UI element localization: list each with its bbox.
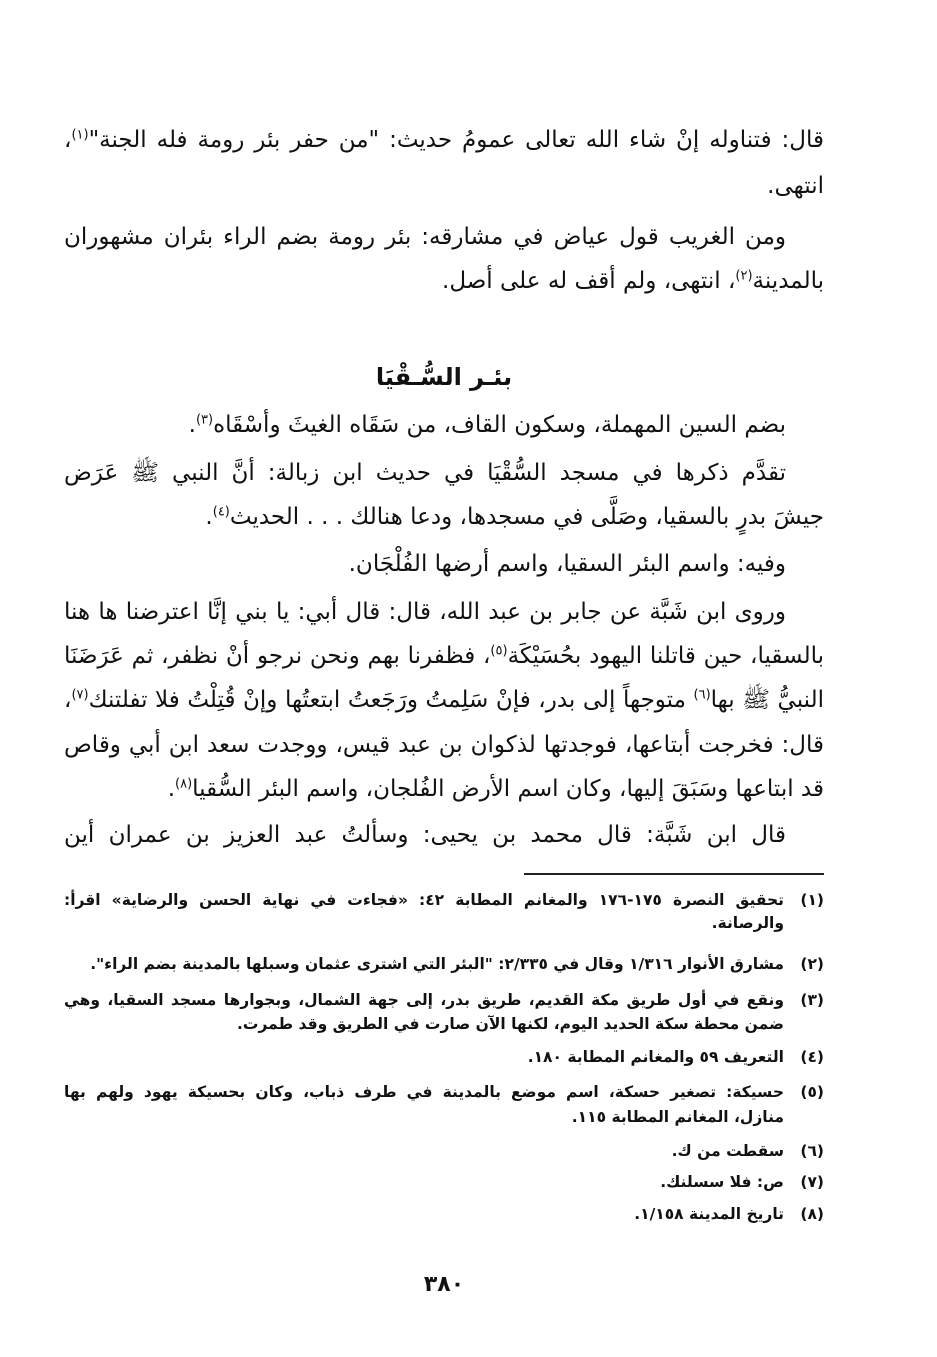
- footnote-4-line-1: [64, 1046, 824, 1068]
- document-page: [64, 0, 824, 1357]
- footnote-1-line-2: والرصانة.: [711, 914, 784, 932]
- paragraph-4-line-1: تقدَّم ذكرها في مسجد السُّقْيَا في حديث ابن زبالة: أنَّ النبي ﷺ عَرَض: [64, 460, 786, 486]
- footnote-7-line-1: [64, 1171, 824, 1193]
- text: تحقيق النصرة ١٧٥-١٧٦ والمغانم المطابة ٤٢: «فجاءت في نهاية الحسن والرضاية» اقرأ:: [64, 891, 784, 909]
- footnote-ref-7[interactable]: (٧): [71, 687, 89, 703]
- text: .: [205, 504, 213, 530]
- text: بالسقيا، حين قاتلنا اليهود بحُسَيْكَة: [507, 643, 825, 669]
- text: ،: [64, 687, 72, 713]
- paragraph-6-line-2: [64, 641, 824, 671]
- paragraph-5-line-1: وفيه: واسم البئر السقيا، واسم أرضها الفُلْجَان.: [348, 551, 786, 577]
- footnote-ref-2[interactable]: (٢): [735, 268, 753, 284]
- paragraph-6-line-1: وروى ابن شَبَّة عن جابر بن عبد الله، قال: قال أبي: يا بني إنَّا اعترضنا ها هنا: [64, 599, 786, 625]
- paragraph-6-line-5: [64, 774, 824, 804]
- text: بضم السين المهملة، وسكون القاف، من سَقَاه الغيثَ وأسْقَاه: [213, 412, 786, 438]
- paragraph-6-line-3: [64, 685, 824, 715]
- footnote-ref-8[interactable]: (٨): [175, 776, 193, 792]
- footnote-number: (١): [800, 891, 824, 909]
- text: .: [167, 776, 176, 802]
- footnote-2-line-1: [64, 953, 824, 975]
- page-number: ٣٨٠: [423, 1272, 465, 1297]
- text: حسيكة: تصغير حسكة، اسم موضع بالمدينة في طرف ذباب، وكان بحسيكة يهود ولهم بها: [64, 1083, 784, 1101]
- text: النبيُّ ﷺ بها: [710, 687, 824, 713]
- footnote-5-line-2: منازل، المغانم المطابة ١١٥.: [571, 1108, 784, 1126]
- paragraph-1-line-2: انتهى.: [767, 173, 824, 199]
- footnote-number: (٤): [800, 1048, 824, 1066]
- paragraph-4-line-2: [64, 502, 824, 532]
- footnote-ref-1[interactable]: (١): [71, 127, 89, 143]
- footnote-6-line-1: [64, 1140, 824, 1162]
- paragraph-2-line-2: [64, 266, 824, 296]
- text: متوجهاً إلى بدر، فإنْ سَلِمتُ ورَجَعتُ ابتعتُها وإنْ قُتِلْتُ فلا تفلتنك: [88, 687, 694, 713]
- paragraph-2-line-1: ومن الغريب قول عياض في مشارقه: بئر رومة بضم الراء بئران مشهوران: [64, 224, 786, 250]
- footnote-3-line-1: [64, 989, 824, 1011]
- text: .: [188, 412, 196, 438]
- section-heading: بئـر السُّـقْيَا: [375, 363, 513, 391]
- paragraph-1-line-1: [64, 125, 824, 155]
- footnote-number: (٧): [800, 1173, 824, 1191]
- footnote-number: (٨): [800, 1205, 824, 1223]
- footnote-ref-6[interactable]: (٦): [693, 687, 711, 703]
- text: قد ابتاعها وسَبَقَ إليها، وكان اسم الأرض الفُلجان، واسم البئر السُّقيا: [192, 776, 824, 802]
- paragraph-6-line-4: قال: فخرجت أبتاعها، فوجدتها لذكوان بن عبد قيس، ووجدت سعد ابن أبي وقاص: [64, 732, 824, 758]
- text: التعريف ٥٩ والمغانم المطابة ١٨٠.: [527, 1048, 784, 1066]
- footnote-number: (٣): [800, 991, 824, 1009]
- footnote-5-line-1: [64, 1081, 824, 1103]
- text: سقطت من ك.: [671, 1142, 784, 1160]
- text: بالمدينة: [752, 268, 824, 294]
- footnote-ref-3[interactable]: (٣): [195, 412, 214, 428]
- text: ، انتهى، ولم أقف له على أصل.: [442, 268, 736, 294]
- text: مشارق الأنوار ١/٣١٦ وقال في ٢/٣٣٥: "البئر التي اشترى عثمان وسبلها بالمدينة بضم الراء".: [90, 955, 784, 973]
- footnote-number: (٢): [800, 955, 824, 973]
- text: ص: فلا سسلنك.: [660, 1173, 784, 1191]
- footnote-3-line-2: ضمن محطة سكة الحديد اليوم، لكنها الآن صارت في الطريق وقد طمرت.: [237, 1015, 784, 1033]
- footnote-ref-5[interactable]: (٥): [490, 643, 508, 659]
- text: قال: فتناوله إنْ شاء الله تعالى عمومُ حديث: "من حفر بئر رومة فله الجنة": [88, 127, 824, 153]
- text: ،: [64, 127, 72, 153]
- footnote-8-line-1: [64, 1203, 824, 1225]
- footnote-1-line-1: [64, 889, 824, 911]
- footnote-ref-4[interactable]: (٤): [212, 504, 230, 520]
- paragraph-3-line-1: [64, 410, 824, 440]
- text: تاريخ المدينة ١/١٥٨.: [634, 1205, 784, 1223]
- paragraph-7-line-1: قال ابن شَبَّة: قال محمد بن يحيى: وسألتُ عبد العزيز بن عمران أين: [64, 822, 786, 848]
- footnote-separator: [524, 873, 824, 875]
- text: ، فظفرنا بهم ونحن نرجو أنْ نظفر، ثم عَرَضَنَا: [64, 643, 491, 669]
- text: ونقع في أول طريق مكة القديم، طريق بدر، إلى جهة الشمال، وبجوارها مسجد السقيا، وهي: [64, 991, 784, 1009]
- footnote-number: (٥): [800, 1083, 824, 1101]
- footnote-number: (٦): [800, 1142, 824, 1160]
- text: جيشَ بدرٍ بالسقيا، وصَلَّى في مسجدها، ودعا هنالك . . . الحديث: [229, 504, 824, 530]
